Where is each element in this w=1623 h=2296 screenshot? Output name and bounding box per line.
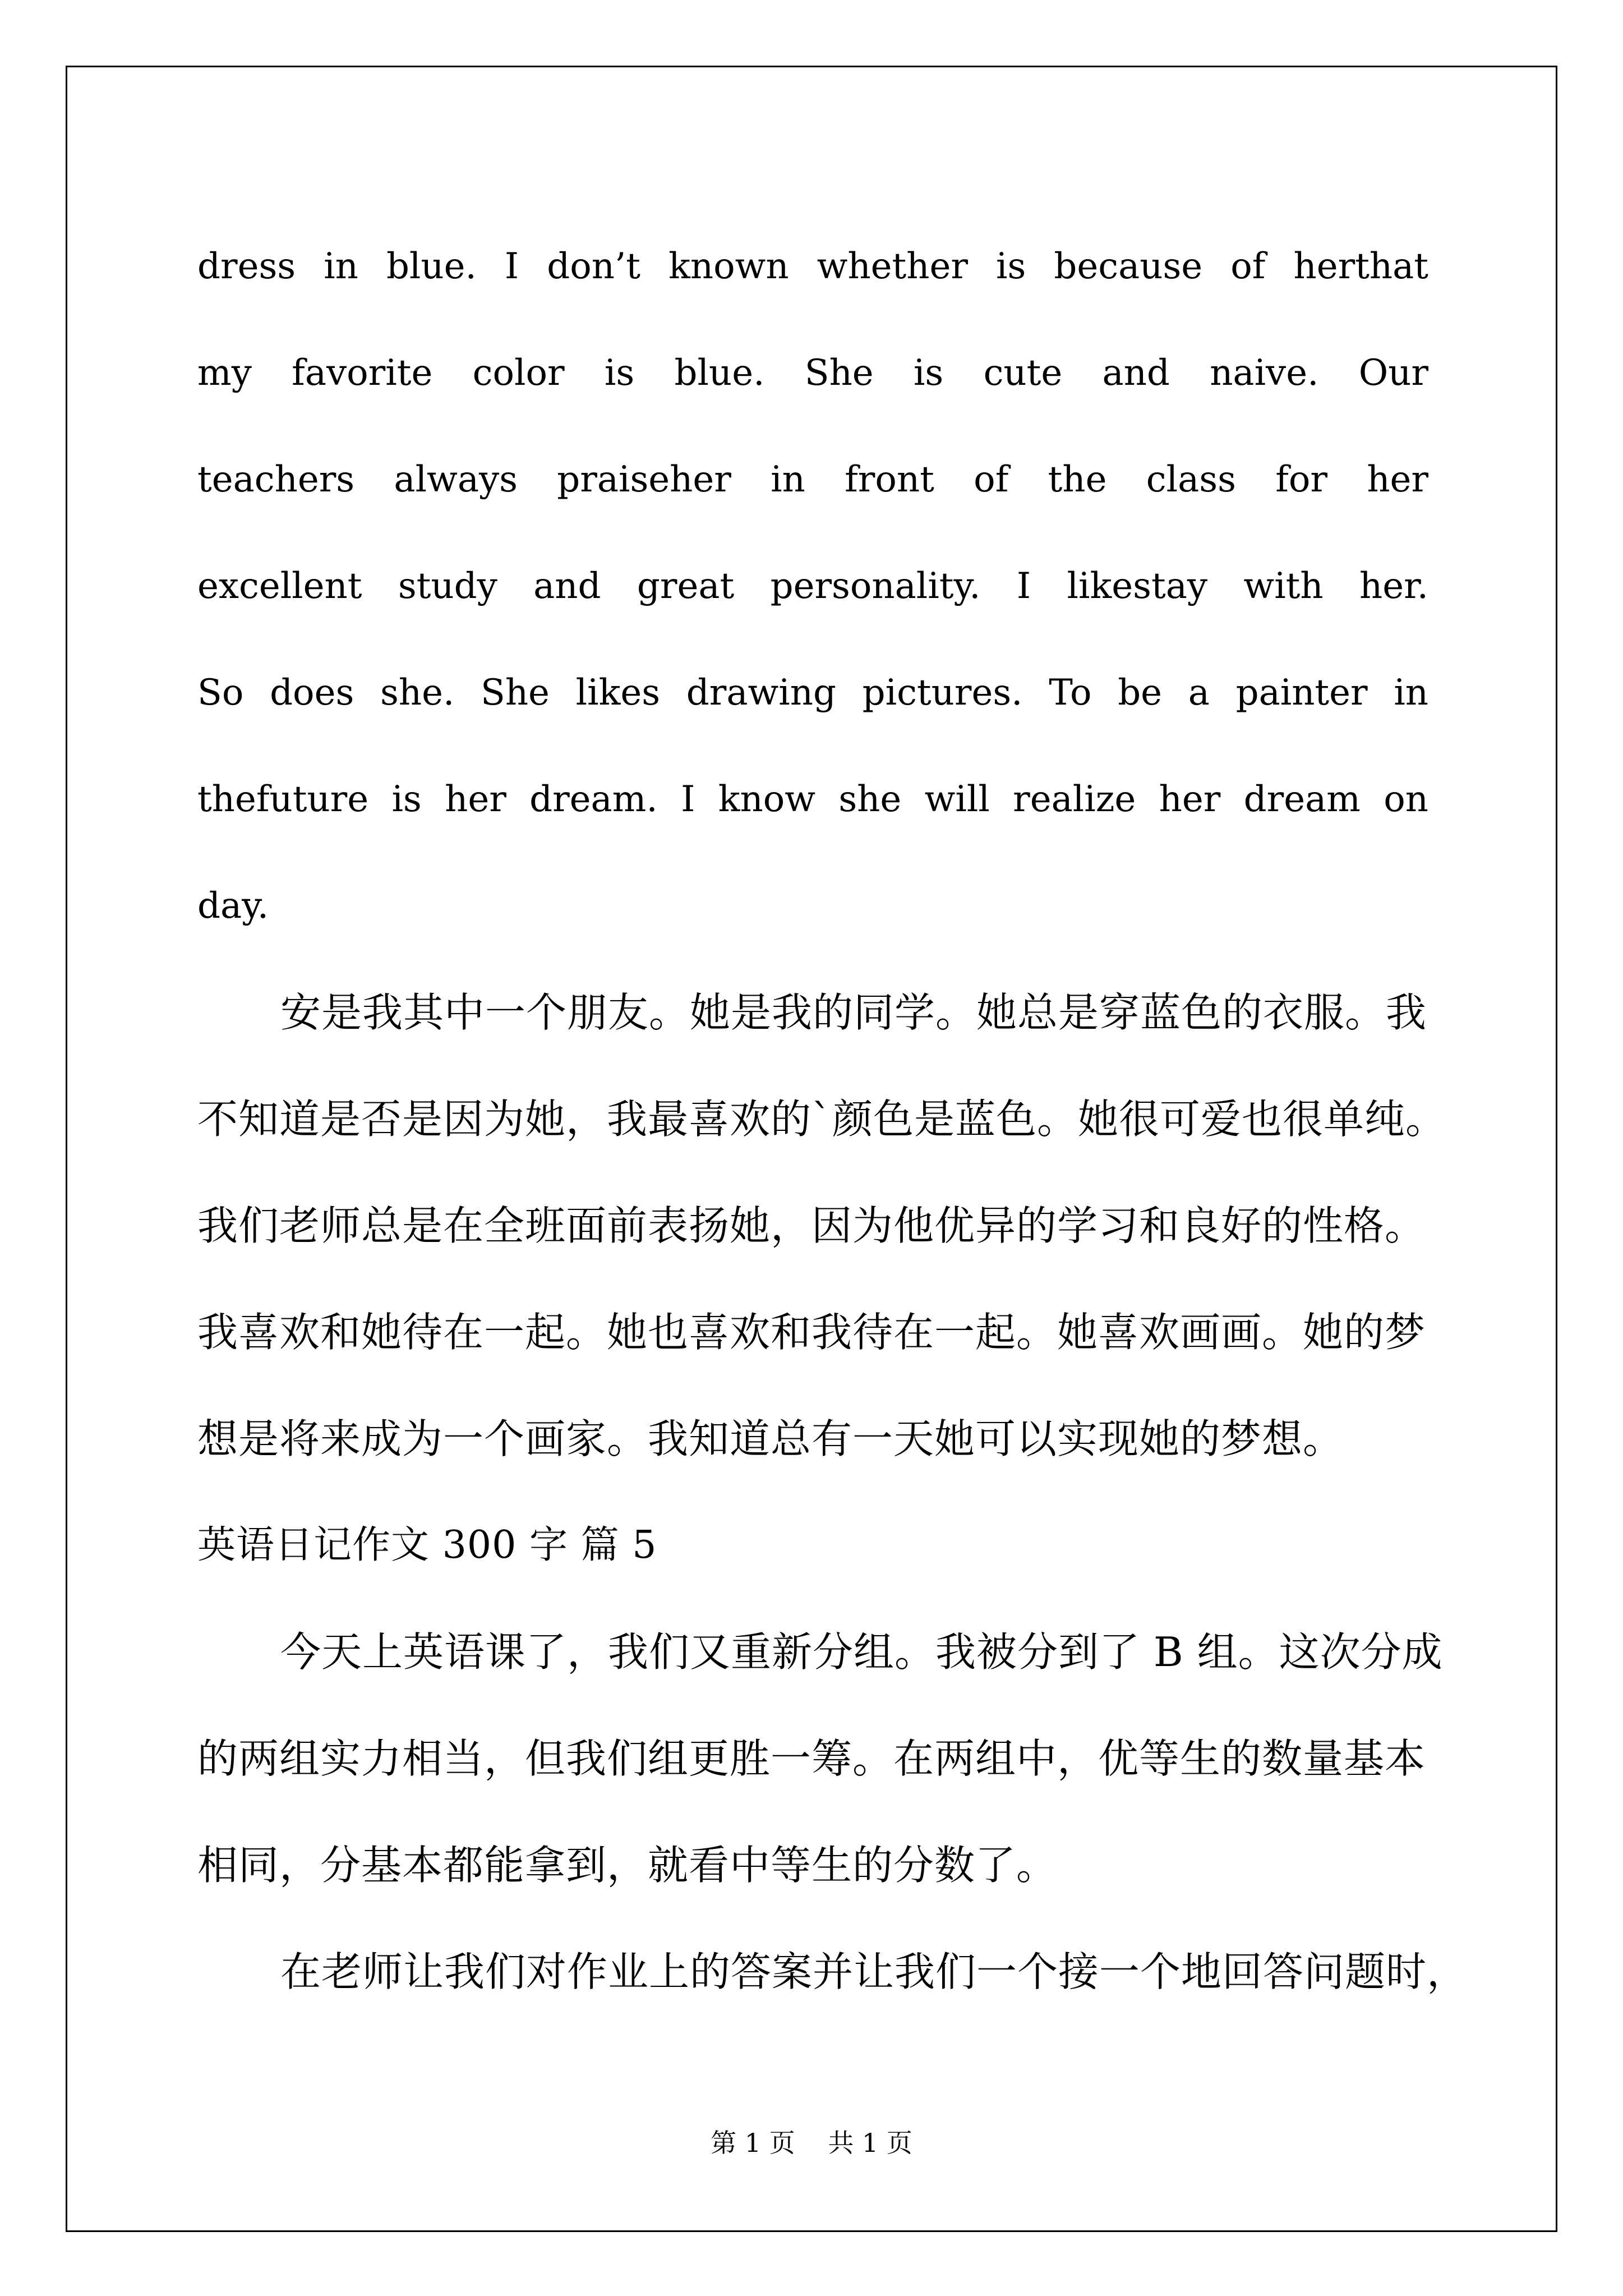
english-line: my favorite color is blue. She is cute and naive. Our — [197, 352, 1428, 394]
chinese-translation-line: 不知道是否是因为她，我最喜欢的`颜色是蓝色。她很可爱也很单纯。 — [197, 1096, 1447, 1143]
english-line: thefuture is her dream. I know she will realize her dream on — [197, 779, 1428, 820]
section-heading: 英语日记作文 300 字 篇 5 — [197, 1523, 657, 1567]
english-line: dress in blue. I don’t known whether is because of herthat — [197, 246, 1428, 287]
english-line: excellent study and great personality. I likestay with her. — [197, 565, 1428, 607]
document-body — [197, 213, 1468, 2025]
page-number: 第 1 页 — [711, 2128, 795, 2158]
page-footer — [0, 2126, 1623, 2160]
chinese-translation-line: 我们老师总是在全班面前表扬她，因为他优异的学习和良好的性格。 — [197, 1202, 1426, 1249]
english-line: So does she. She likes drawing pictures. To be a painter in — [197, 672, 1428, 714]
story-line: 的两组实力相当，但我们组更胜一筹。在两组中，优等生的数量基本 — [197, 1735, 1426, 1782]
page-total: 共 1 页 — [828, 2128, 912, 2158]
english-line: teachers always praiseher in front of the class for her — [197, 459, 1428, 500]
story-line: 今天上英语课了，我们又重新分组。我被分到了 B 组。这次分成 — [280, 1628, 1443, 1676]
english-line: day. — [197, 885, 269, 927]
story-line: 在老师让我们对作业上的答案并让我们一个接一个地回答问题时， — [280, 1948, 1468, 1995]
chinese-translation-line: 安是我其中一个朋友。她是我的同学。她总是穿蓝色的衣服。我 — [280, 989, 1427, 1036]
chinese-translation-line: 我喜欢和她待在一起。她也喜欢和我待在一起。她喜欢画画。她的梦 — [197, 1309, 1426, 1356]
story-line: 相同，分基本都能拿到，就看中等生的分数了。 — [197, 1842, 1058, 1889]
chinese-translation-line: 想是将来成为一个画家。我知道总有一天她可以实现她的梦想。 — [197, 1415, 1344, 1462]
